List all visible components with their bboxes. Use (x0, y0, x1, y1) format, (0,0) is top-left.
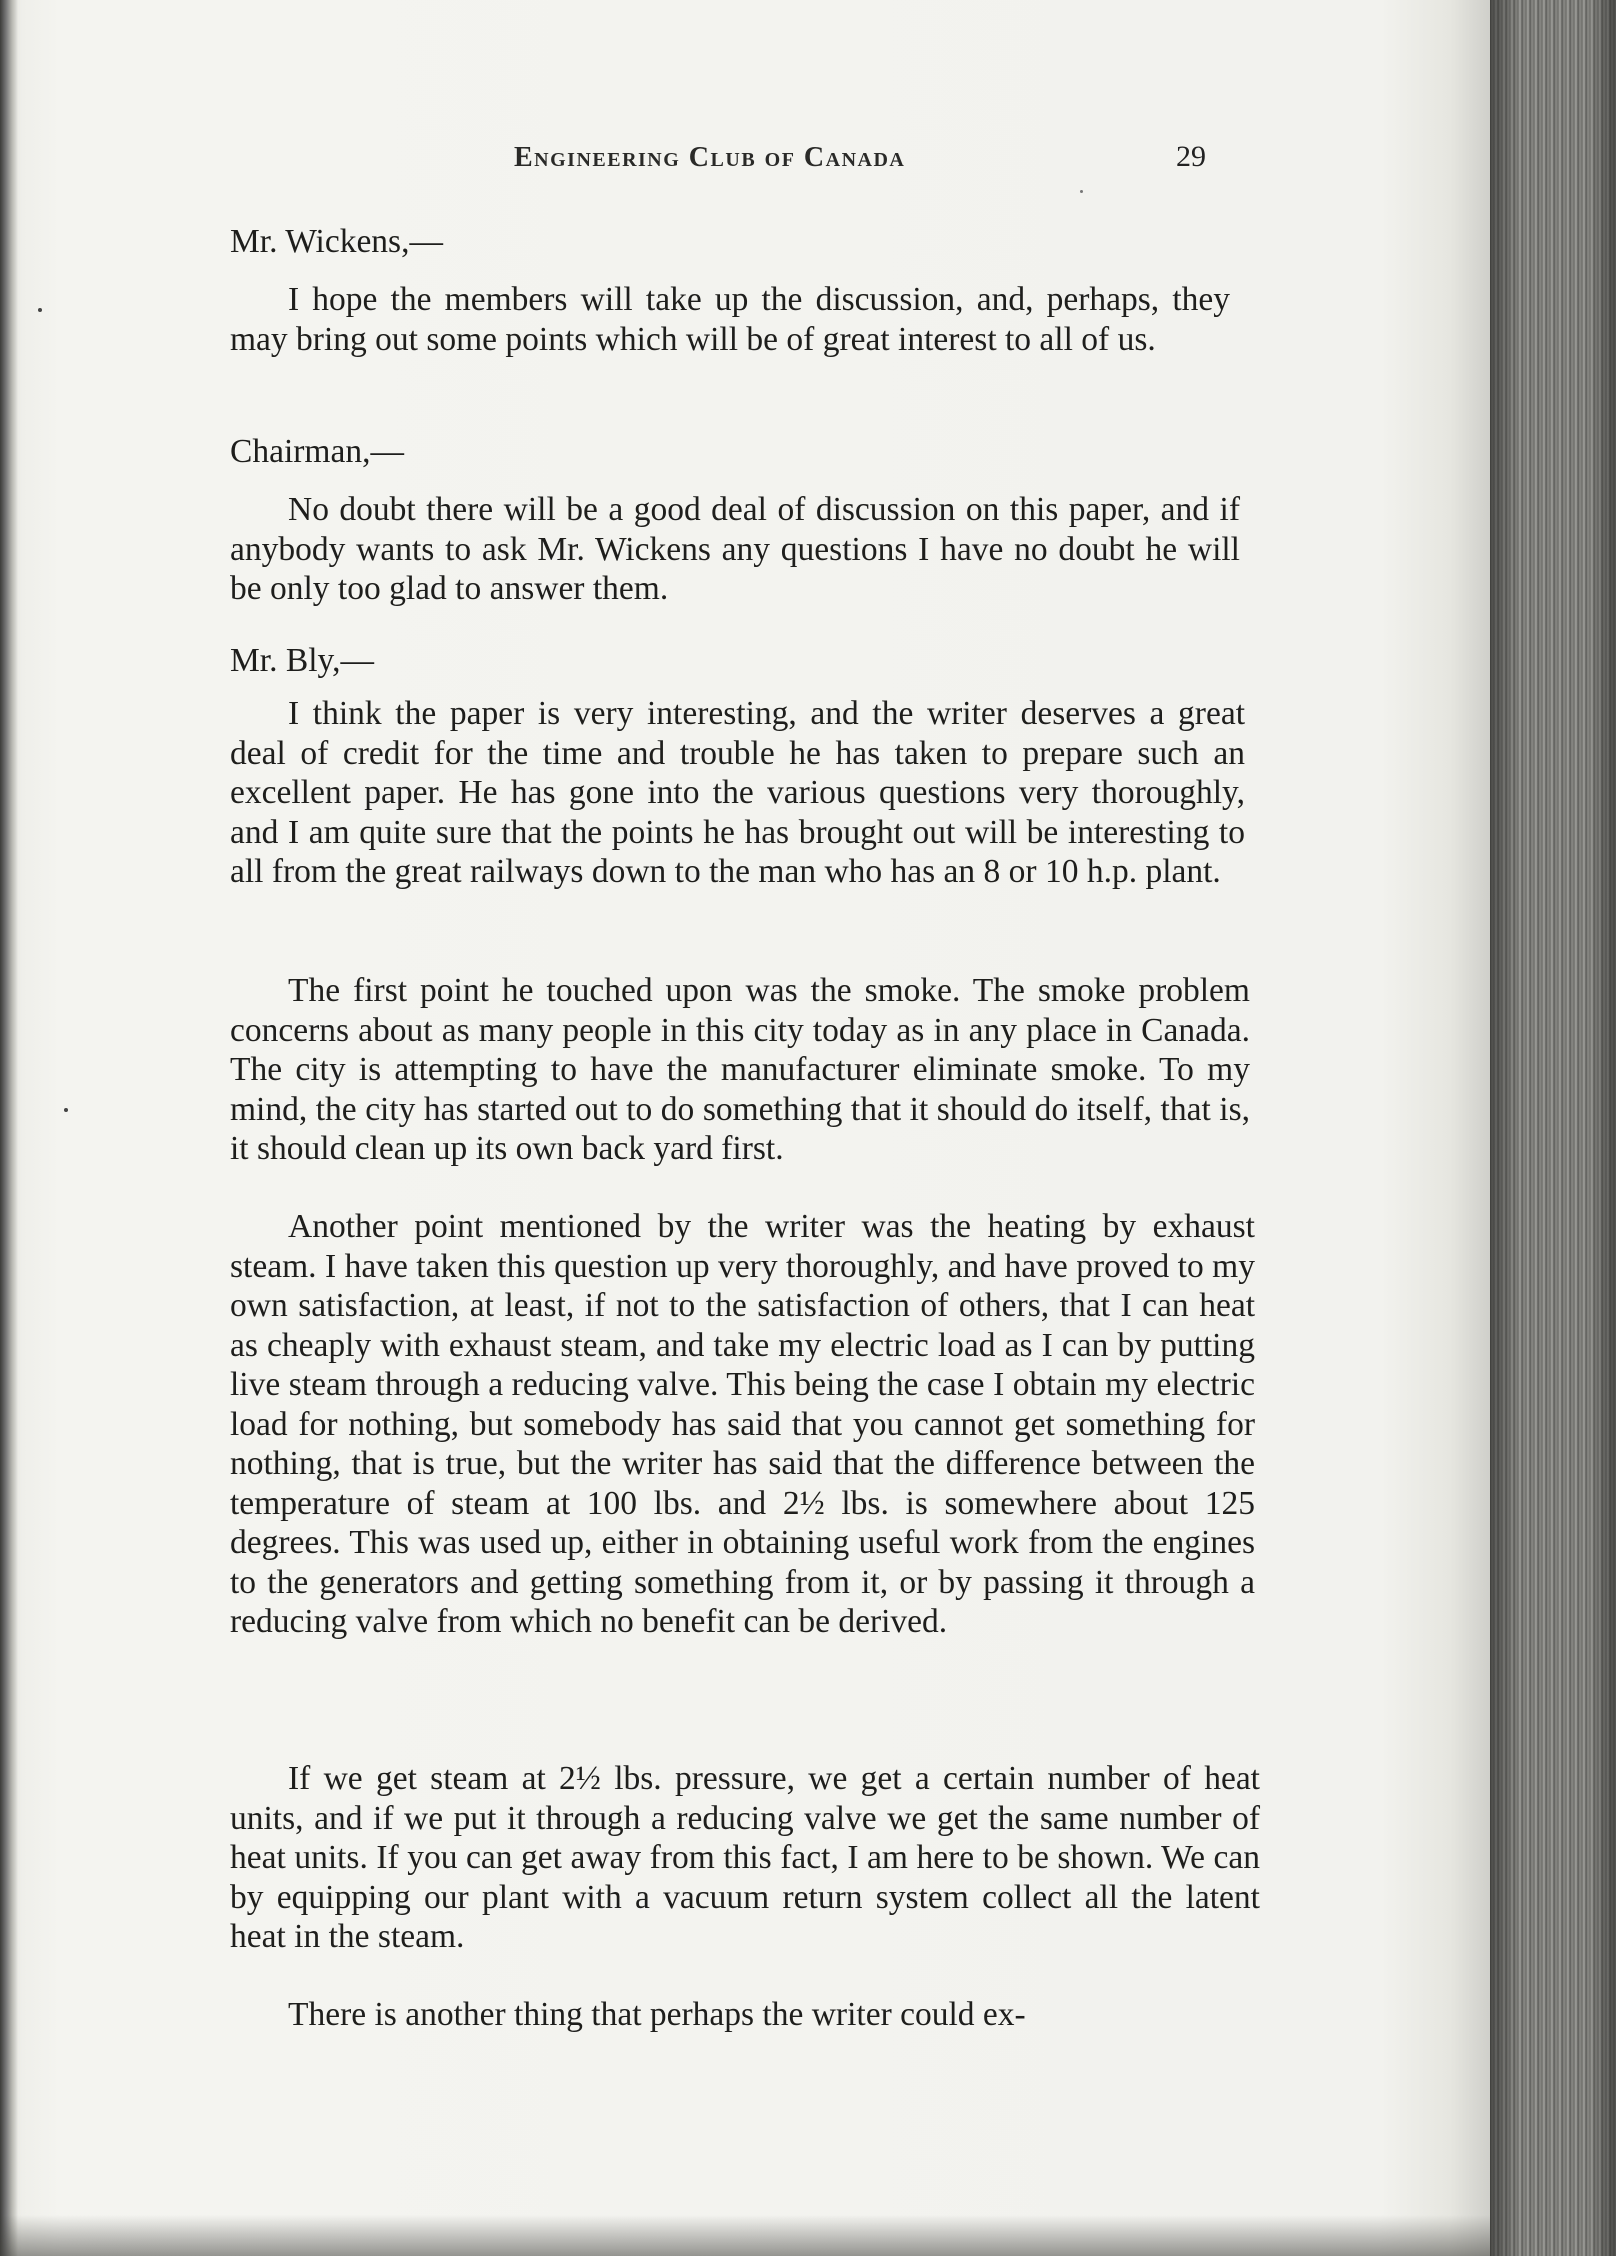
running-header-title: Engineering Club of Canada (514, 142, 906, 173)
paragraph: The first point he touched upon was the smoke. The smoke problem concerns about as many people in this city today as in any place in Canada. The city is attempting to have the manufacturer eliminate smoke. To my mind, the city has started out to do something that it should do itself, that is, it should clean up its own back yard first. (230, 972, 1250, 1167)
page-stack-shadow (1490, 0, 1616, 2256)
paragraph: Another point mentioned by the writer was the heating by exhaust steam. I have taken this question up very thoroughly, and have proved to my own satisfaction, at least, if not to the satisfaction of others, that I can heat as cheaply with exhaust steam, and take my electric load as I can by putting live steam through a reducing valve. This being the case I obtain my electric load for nothing, but somebody has said that you cannot get something for nothing, that is true, but the writer has said that the difference between the temperature of steam at 100 lbs. and 2½ lbs. is somewhere about 125 degrees. This was used up, either in obtaining useful work from the engines to the generators and getting something from it, or by passing it through a reducing valve from which no benefit can be derived. (230, 1208, 1255, 1640)
speaker-label: Mr. Wickens,— (230, 223, 443, 260)
paragraph: I hope the members will take up the discussion, and, perhaps, they may bring out some points which will be of great interest to all of us. (230, 281, 1230, 358)
speaker-label: Mr. Bly,— (230, 642, 374, 679)
paragraph: There is another thing that perhaps the writer could ex- (288, 1996, 1026, 2033)
page-number: 29 (1176, 140, 1206, 173)
paper-speck (1080, 190, 1083, 193)
binding-gutter (0, 0, 18, 2256)
speaker-label: Chairman,— (230, 433, 404, 470)
paragraph: If we get steam at 2½ lbs. pressure, we get a certain number of heat units, and if we put it through a reducing valve we get the same number of heat units. If you can get away from this fact, I am here to be shown. We can by equipping our plant with a vacuum return system collect all the latent heat in the steam. (230, 1760, 1260, 1955)
bottom-shadow (0, 2215, 1490, 2256)
paper-speck (64, 1108, 68, 1112)
running-header (514, 142, 1214, 174)
paragraph: No doubt there will be a good deal of discussion on this paper, and if anybody wants to ask Mr. Wickens any questions I have no doubt he will be only too glad to answer them. (230, 491, 1240, 607)
paragraph: I think the paper is very interesting, and the writer deserves a great deal of credit for the time and trouble he has taken to prepare such an excellent paper. He has gone into the various questions very thoroughly, and I am quite sure that the points he has brought out will be interesting to all from the great railways down to the man who has an 8 or 10 h.p. plant. (230, 695, 1245, 890)
paper-speck (38, 308, 42, 312)
